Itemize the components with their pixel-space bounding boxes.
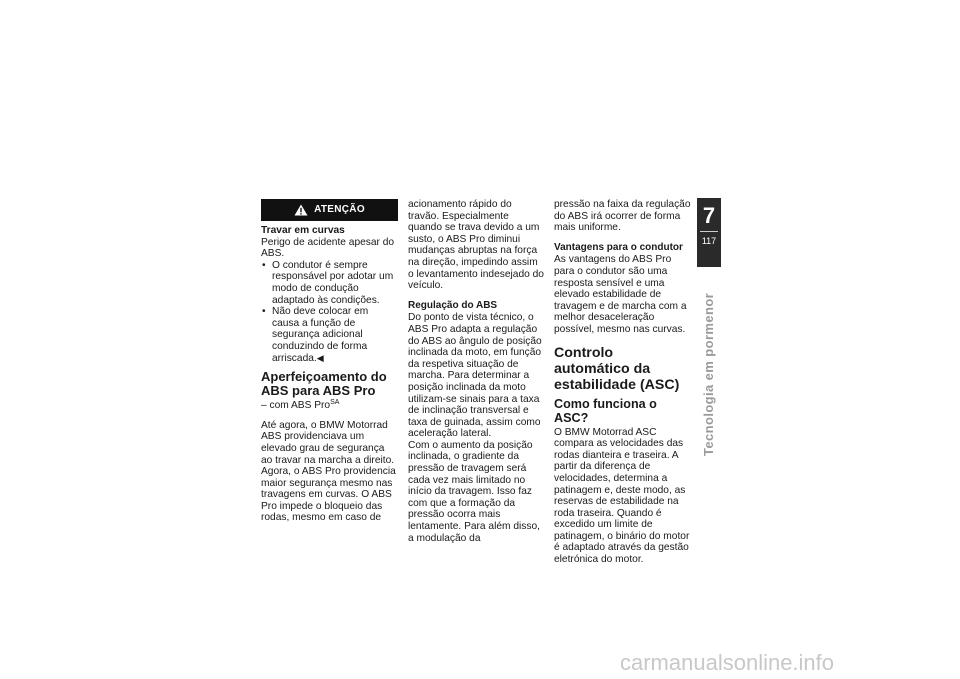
warning-label: ATENÇÃO [314, 204, 365, 216]
how-asc-works-text: O BMW Motorrad ASC compara as velocidades das rodas dianteira e traseira. A partir da diferença de velocidades, determina a patinagem e, deste modo, as reservas de estabilidade na roda traseira. Quando é excedido um limite de patinagem, o binário do motor é adaptado através da gestão eletrónica do motor. [554, 426, 690, 566]
warning-banner [261, 199, 398, 221]
warning-title: Travar em curvas [261, 225, 345, 236]
warning-bullet: • Não deve colocar em causa a função de segurança adicional conduzindo de forma arriscada.◀ [261, 306, 398, 364]
warning-text: Perigo de acidente apesar do ABS. [261, 236, 395, 260]
warning-triangle-icon [294, 204, 308, 216]
regulation-paragraph-2: Com o aumento da posição inclinada, o gradiente da pressão de travagem será cada vez mais limitado no início da travagem. Isso faz com que a formação da pressão ocorra mais lentamente. Para além disso, a modulação da [408, 439, 540, 544]
chapter-side-title: Tecnologia em pormenor [701, 292, 716, 456]
chapter-tab [697, 198, 721, 267]
advantages-text: As vantagens do ABS Pro para o condutor são uma resposta sensível e uma elevado estabilidade de travagem e de marcha com a melhor desaceleração possível, mesmo nas curvas. [554, 254, 687, 335]
column-2 [408, 199, 545, 544]
abs-pro-heading: Aperfeiçoamento do ABS para ABS Pro [261, 369, 387, 399]
regulation-paragraph-1: Do ponto de vista técnico, o ABS Pro adapta a regulação do ABS ao ângulo de posição inclinada da moto, em função da respetiva situação de marcha. Para determinar a posição inclinada da moto utilizam-se sinais para a taxa de inclinação transversal e taxa de guinada, assim como aceleração lateral. [408, 312, 542, 440]
warning-bullet-list [261, 260, 398, 364]
col3-continuation: pressão na faixa da regulação do ABS irá ocorrer de forma mais uniforme. [554, 199, 691, 234]
chapter-number: 7 [702, 203, 716, 228]
regulation-heading: Regulação do ABS [408, 299, 498, 311]
column-1 [261, 199, 398, 524]
abs-pro-paragraph: Até agora, o BMW Motorrad ABS providenciava um elevado grau de segurança ao travar na marcha a direito. Agora, o ABS Pro providencia maior segurança mesmo nas travagens em curvas. O ABS Pro impede o bloqueio das rodas, mesmo em caso de [261, 419, 396, 524]
page-number: 117 [701, 236, 717, 246]
warning-bullet: • O condutor é sempre responsável por adotar um modo de condução adaptado às condições. [261, 260, 398, 306]
col2-continuation: acionamento rápido do travão. Especialmente quando se trava devido a um susto, o ABS Pro diminui mudanças abruptas na força na direção, impedindo assim o levantamento indesejado do veículo. [408, 199, 544, 292]
column-3 [554, 199, 691, 566]
abs-pro-option: – com ABS Pro$^{SA}$ [261, 399, 340, 412]
watermark: carmanualsonline.info [620, 650, 835, 675]
asc-heading: Controlo automático da estabilidade (ASC) [554, 344, 680, 393]
how-asc-works-heading: Como funciona o ASC? [554, 396, 657, 425]
advantages-heading: Vantagens para o condutor [554, 241, 683, 253]
end-mark-icon: ◀ [316, 352, 324, 363]
